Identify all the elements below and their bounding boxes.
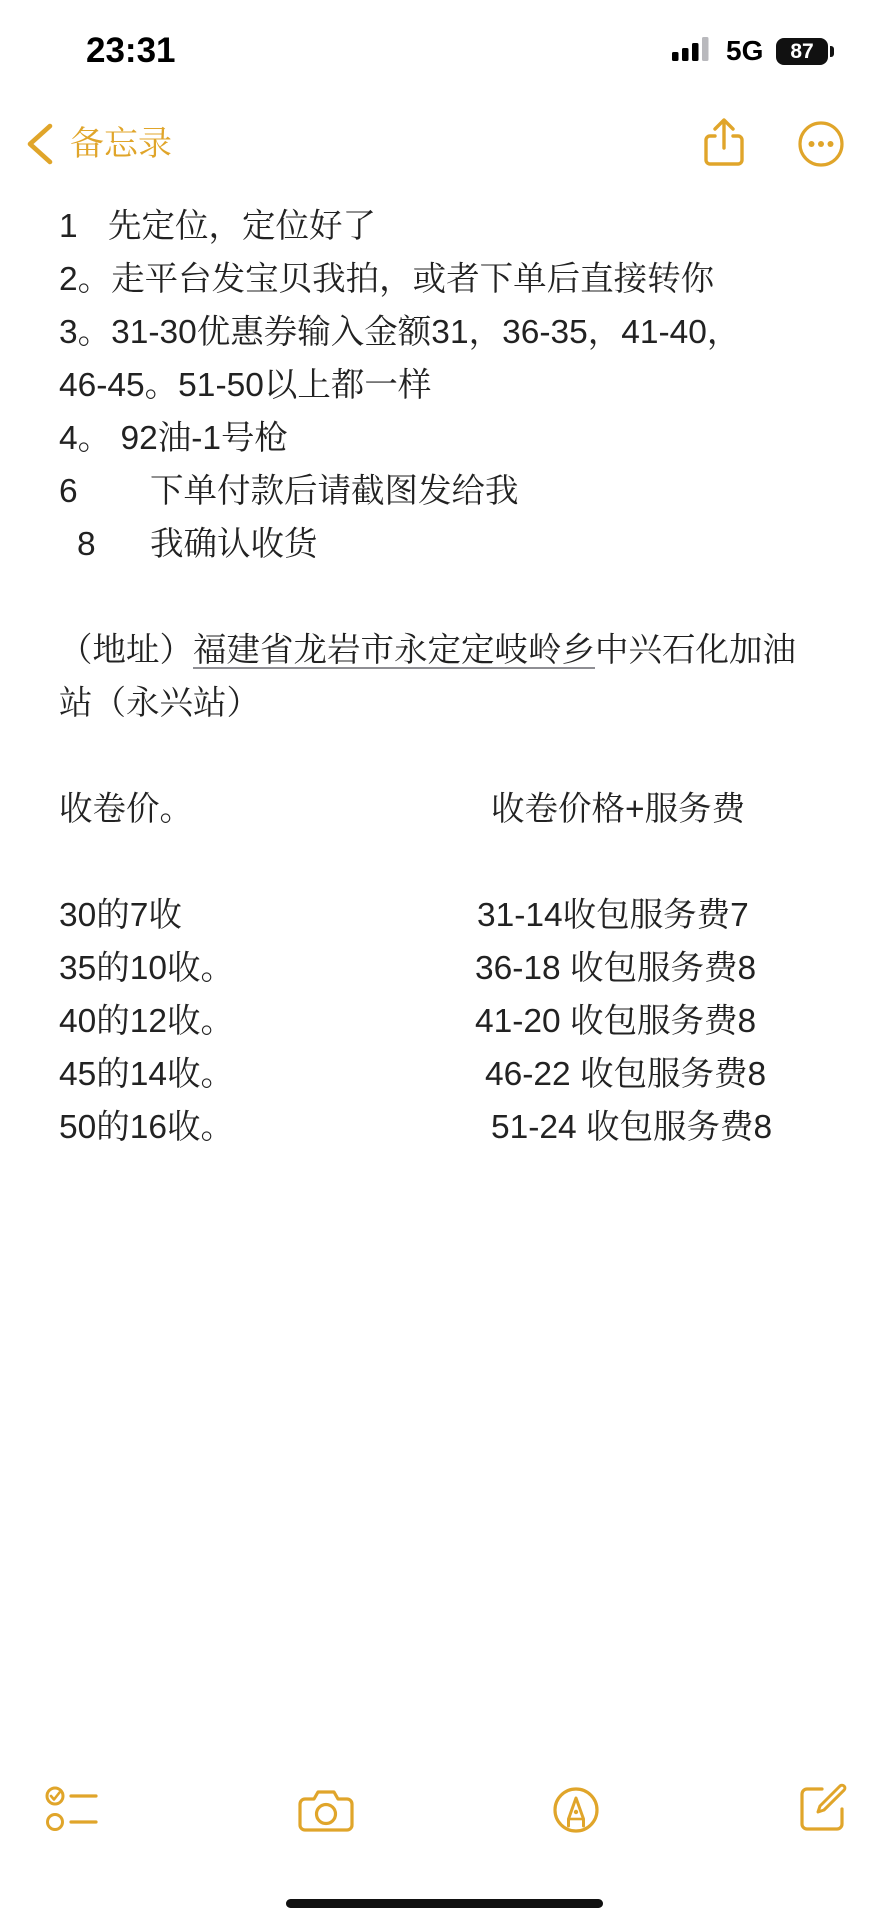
price-header-row: [0, 783, 887, 836]
checklist-icon-graphic: [43, 1782, 101, 1834]
address-line: [0, 624, 887, 677]
note-body[interactable]: [0, 200, 887, 1154]
price-row-right: 41-20 收包服务费8: [475, 1003, 757, 1040]
note-line: [0, 518, 887, 571]
blank-line: [0, 730, 887, 783]
battery-nub: [830, 46, 834, 57]
cellular-signal-icon-graphic: [672, 36, 712, 62]
price-row-right: 46-22 收包服务费8: [485, 1056, 767, 1093]
price-row-left: 50的16收。: [59, 1109, 235, 1146]
step-number: 6: [59, 473, 78, 510]
step-text: 先定位，定位好了: [108, 208, 376, 245]
compose-icon[interactable]: [797, 1780, 849, 1834]
step-text: 我确认收货: [150, 526, 318, 563]
step-text: 46-45。51-50以上都一样: [59, 367, 432, 404]
compose-icon-graphic: [797, 1780, 849, 1834]
chevron-left-icon-graphic: [24, 122, 56, 166]
price-row-left: 40的12收。: [59, 1003, 235, 1040]
price-row: [0, 1048, 887, 1101]
price-row-left: 30的7收: [59, 897, 182, 934]
address-continuation: 站（永兴站）: [59, 685, 260, 722]
step-number: 1: [59, 208, 78, 245]
ellipsis-circle-icon-graphic: [797, 120, 845, 168]
price-row-right: 31-14收包服务费7: [477, 897, 749, 934]
price-header-left: 收卷价。: [59, 791, 193, 828]
back-button[interactable]: [0, 118, 185, 170]
camera-icon-graphic: [297, 1786, 357, 1834]
step-text: 下单付款后请截图发给我: [150, 473, 519, 510]
camera-icon[interactable]: [297, 1786, 357, 1834]
note-line: [0, 359, 887, 412]
note-line: [0, 200, 887, 253]
note-line: [0, 306, 887, 359]
ellipsis-circle-icon[interactable]: [797, 120, 845, 168]
address-suffix: 中兴石化加油: [595, 632, 796, 669]
address-text: [59, 624, 796, 677]
markup-icon[interactable]: [552, 1786, 600, 1834]
chevron-left-icon: [24, 122, 56, 166]
markup-icon-graphic: [552, 1786, 600, 1834]
address-line: [0, 677, 887, 730]
step-text: 4。 92油-1号枪: [59, 420, 288, 457]
price-row-left: 35的10收。: [59, 950, 235, 987]
status-time: 23:31: [86, 31, 176, 70]
step-text: 3。31-30优惠券输入金额31，36-35，41-40，: [59, 314, 741, 351]
network-type: 5G: [726, 35, 764, 66]
price-row: [0, 1101, 887, 1154]
price-row-left: 45的14收。: [59, 1056, 235, 1093]
battery-level: 87: [790, 40, 814, 63]
blank-line: [0, 836, 887, 889]
note-line: [0, 253, 887, 306]
price-header-right: 收卷价格+服务费: [491, 791, 746, 828]
price-row-right: 36-18 收包服务费8: [475, 950, 757, 987]
cellular-signal-icon: [672, 36, 712, 62]
note-line: [0, 465, 887, 518]
address-link[interactable]: 福建省龙岩市永定定岐岭乡: [193, 632, 595, 669]
price-row: [0, 942, 887, 995]
home-indicator[interactable]: [286, 1899, 603, 1908]
note-line: [0, 412, 887, 465]
share-icon[interactable]: [701, 117, 747, 167]
share-icon-graphic: [701, 117, 747, 167]
back-label: 备忘录: [70, 125, 172, 163]
price-row: [0, 889, 887, 942]
step-text: 2。走平台发宝贝我拍，或者下单后直接转你: [59, 261, 715, 298]
price-row: [0, 995, 887, 1048]
checklist-icon[interactable]: [43, 1782, 101, 1834]
battery-indicator: [776, 38, 828, 65]
blank-line: [0, 571, 887, 624]
address-prefix: （地址）: [59, 632, 193, 669]
step-number: 8: [77, 526, 96, 563]
price-row-right: 51-24 收包服务费8: [491, 1109, 773, 1146]
